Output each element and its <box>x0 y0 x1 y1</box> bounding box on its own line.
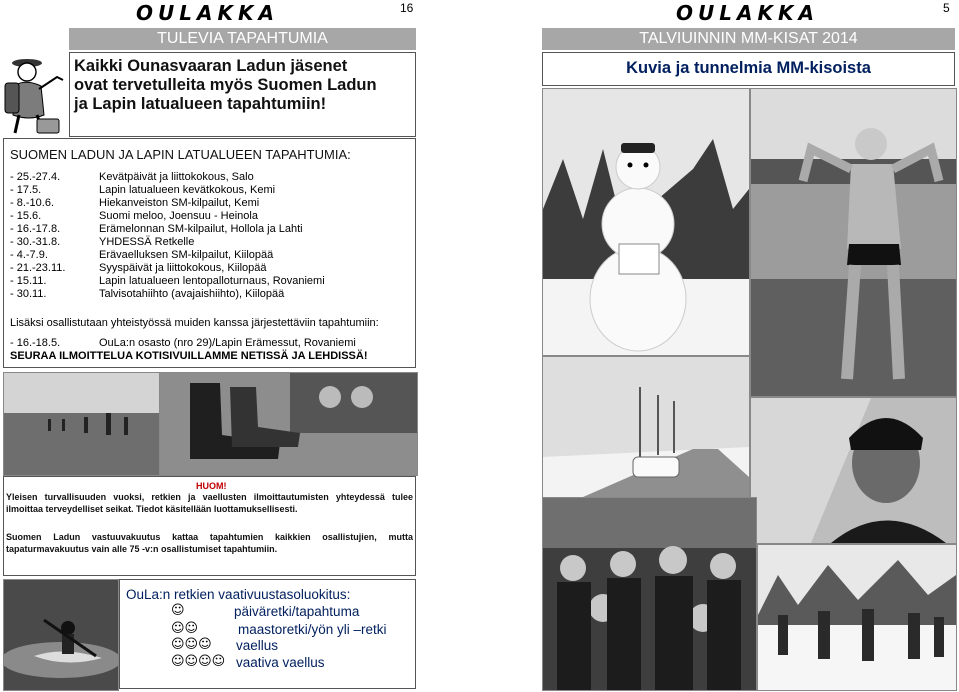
difficulty-label: vaativa vaellus <box>236 655 325 670</box>
difficulty-label: vaellus <box>236 638 279 653</box>
notice-box <box>3 476 416 576</box>
left-page-number: 16 <box>400 1 414 15</box>
event-title: Hiekanveiston SM-kilpailut, Kemi <box>99 197 260 209</box>
right-subtitle-box <box>542 52 955 86</box>
event-date: - 21.-23.11. <box>10 262 66 274</box>
event-date: - 30.-31.8. <box>10 236 61 248</box>
event-row <box>10 210 410 223</box>
event-row <box>10 197 410 210</box>
photo-hikers-in-field <box>3 372 161 476</box>
intro-line: ovat tervetulleita myös Suomen Ladun <box>74 76 377 94</box>
notice-title: HUOM! <box>196 481 227 491</box>
event-title: Talvisotahiihto (avajaishiihto), Kiilopää <box>99 288 285 300</box>
cooperation-text: Lisäksi osallistutaan yhteistyössä muiden kanssa järjestettäviin tapahtumiin: <box>10 317 379 329</box>
event-date: - 17.5. <box>10 184 42 196</box>
event-date: - 30.11. <box>10 288 47 300</box>
photo-smiling-woman <box>750 397 957 544</box>
right-subtitle: Kuvia ja tunnelmia MM-kisoista <box>626 59 871 77</box>
event-date: - 8.-10.6. <box>10 197 55 209</box>
left-banner: TULEVIA TAPAHTUMIA <box>69 28 416 50</box>
event-row <box>10 236 410 249</box>
difficulty-label: päiväretki/tapahtuma <box>234 604 360 619</box>
right-logo: OULAKKA <box>676 1 819 25</box>
event-row <box>10 262 410 275</box>
event-row <box>10 171 410 184</box>
photo-snowman <box>542 88 750 356</box>
events-heading: SUOMEN LADUN JA LAPIN LATUALUEEN TAPAHTUMIA: <box>10 147 351 162</box>
event-title: YHDESSÄ Retkelle <box>99 236 195 248</box>
right-page-number: 5 <box>943 1 950 15</box>
event-title: Erämelonnan SM-kilpailut, Hollola ja Lahti <box>99 223 303 235</box>
event-date: - 4.-7.9. <box>10 249 48 261</box>
event-title: Suomi meloo, Joensuu - Heinola <box>99 210 258 222</box>
right-banner: TALVIUINNIN MM-KISAT 2014 <box>542 28 955 50</box>
cooperation-event <box>10 337 410 350</box>
event-date: - 16.-17.8. <box>10 223 61 235</box>
difficulty-symbols: ☺☺☺ <box>171 637 212 652</box>
event-date: - 25.-27.4. <box>10 171 61 183</box>
left-logo: OULAKKA <box>136 1 279 25</box>
photo-kayaker <box>3 579 119 691</box>
intro-line: Kaikki Ounasvaaran Ladun jäsenet <box>74 57 348 75</box>
difficulty-symbols: ☺☺ <box>171 621 199 636</box>
intro-box <box>69 52 416 137</box>
event-title: Kevätpäivät ja liittokokous, Salo <box>99 171 254 183</box>
event-row <box>10 223 410 236</box>
photo-outdoor-crowd <box>757 544 957 691</box>
notice-insurance-text: Suomen Ladun vastuuvakuutus kattaa tapahtumien kaikkien osallistujien, mutta tapaturmavakuutus vain alle 75 -v:n osallistumiset tapahtumiin. <box>6 532 413 554</box>
event-row <box>10 275 410 288</box>
event-title: Lapin latualueen lentopalloturnaus, Rovaniemi <box>99 275 325 287</box>
difficulty-symbols: ☺☺☺☺ <box>171 654 226 669</box>
difficulty-title: OuLa:n retkien vaativuustasoluokitus: <box>126 587 351 602</box>
event-date: - 16.-18.5. <box>10 337 61 349</box>
event-row <box>10 184 410 197</box>
intro-line: ja Lapin latualueen tapahtumiin! <box>74 95 327 113</box>
notice-safety-text: Yleisen turvallisuuden vuoksi, retkien ja vaellusten ilmoittautumisten yhteydessä tulee ilmoittaa terveydelliset seikat. Tiedot käsitellään luottamuksellisesti. <box>6 492 413 514</box>
photo-road-with-flags <box>542 356 750 498</box>
photo-group-of-people <box>542 497 757 691</box>
event-title: Erävaelluksen SM-kilpailut, Kiilopää <box>99 249 274 261</box>
intro-text <box>74 57 377 114</box>
event-row <box>10 288 410 301</box>
follow-text: SEURAA ILMOITTELUA KOTISIVUILLAMME NETISSÄ JA LEHDISSÄ! <box>10 350 368 362</box>
photo-swimmer-flexing <box>750 88 957 397</box>
difficulty-label: maastoretki/yön yli –retki <box>238 622 387 637</box>
hiker-illustration <box>3 53 69 137</box>
event-date: - 15.6. <box>10 210 42 222</box>
event-title: OuLa:n osasto (nro 29)/Lapin Erämessut, Rovaniemi <box>99 337 356 349</box>
event-title: Syyspäivät ja liittokokous, Kiilopää <box>99 262 267 274</box>
event-date: - 15.11. <box>10 275 47 287</box>
difficulty-symbols: ☺ <box>171 603 185 618</box>
event-row <box>10 249 410 262</box>
photo-rubber-boots <box>159 372 418 476</box>
event-title: Lapin latualueen kevätkokous, Kemi <box>99 184 276 196</box>
